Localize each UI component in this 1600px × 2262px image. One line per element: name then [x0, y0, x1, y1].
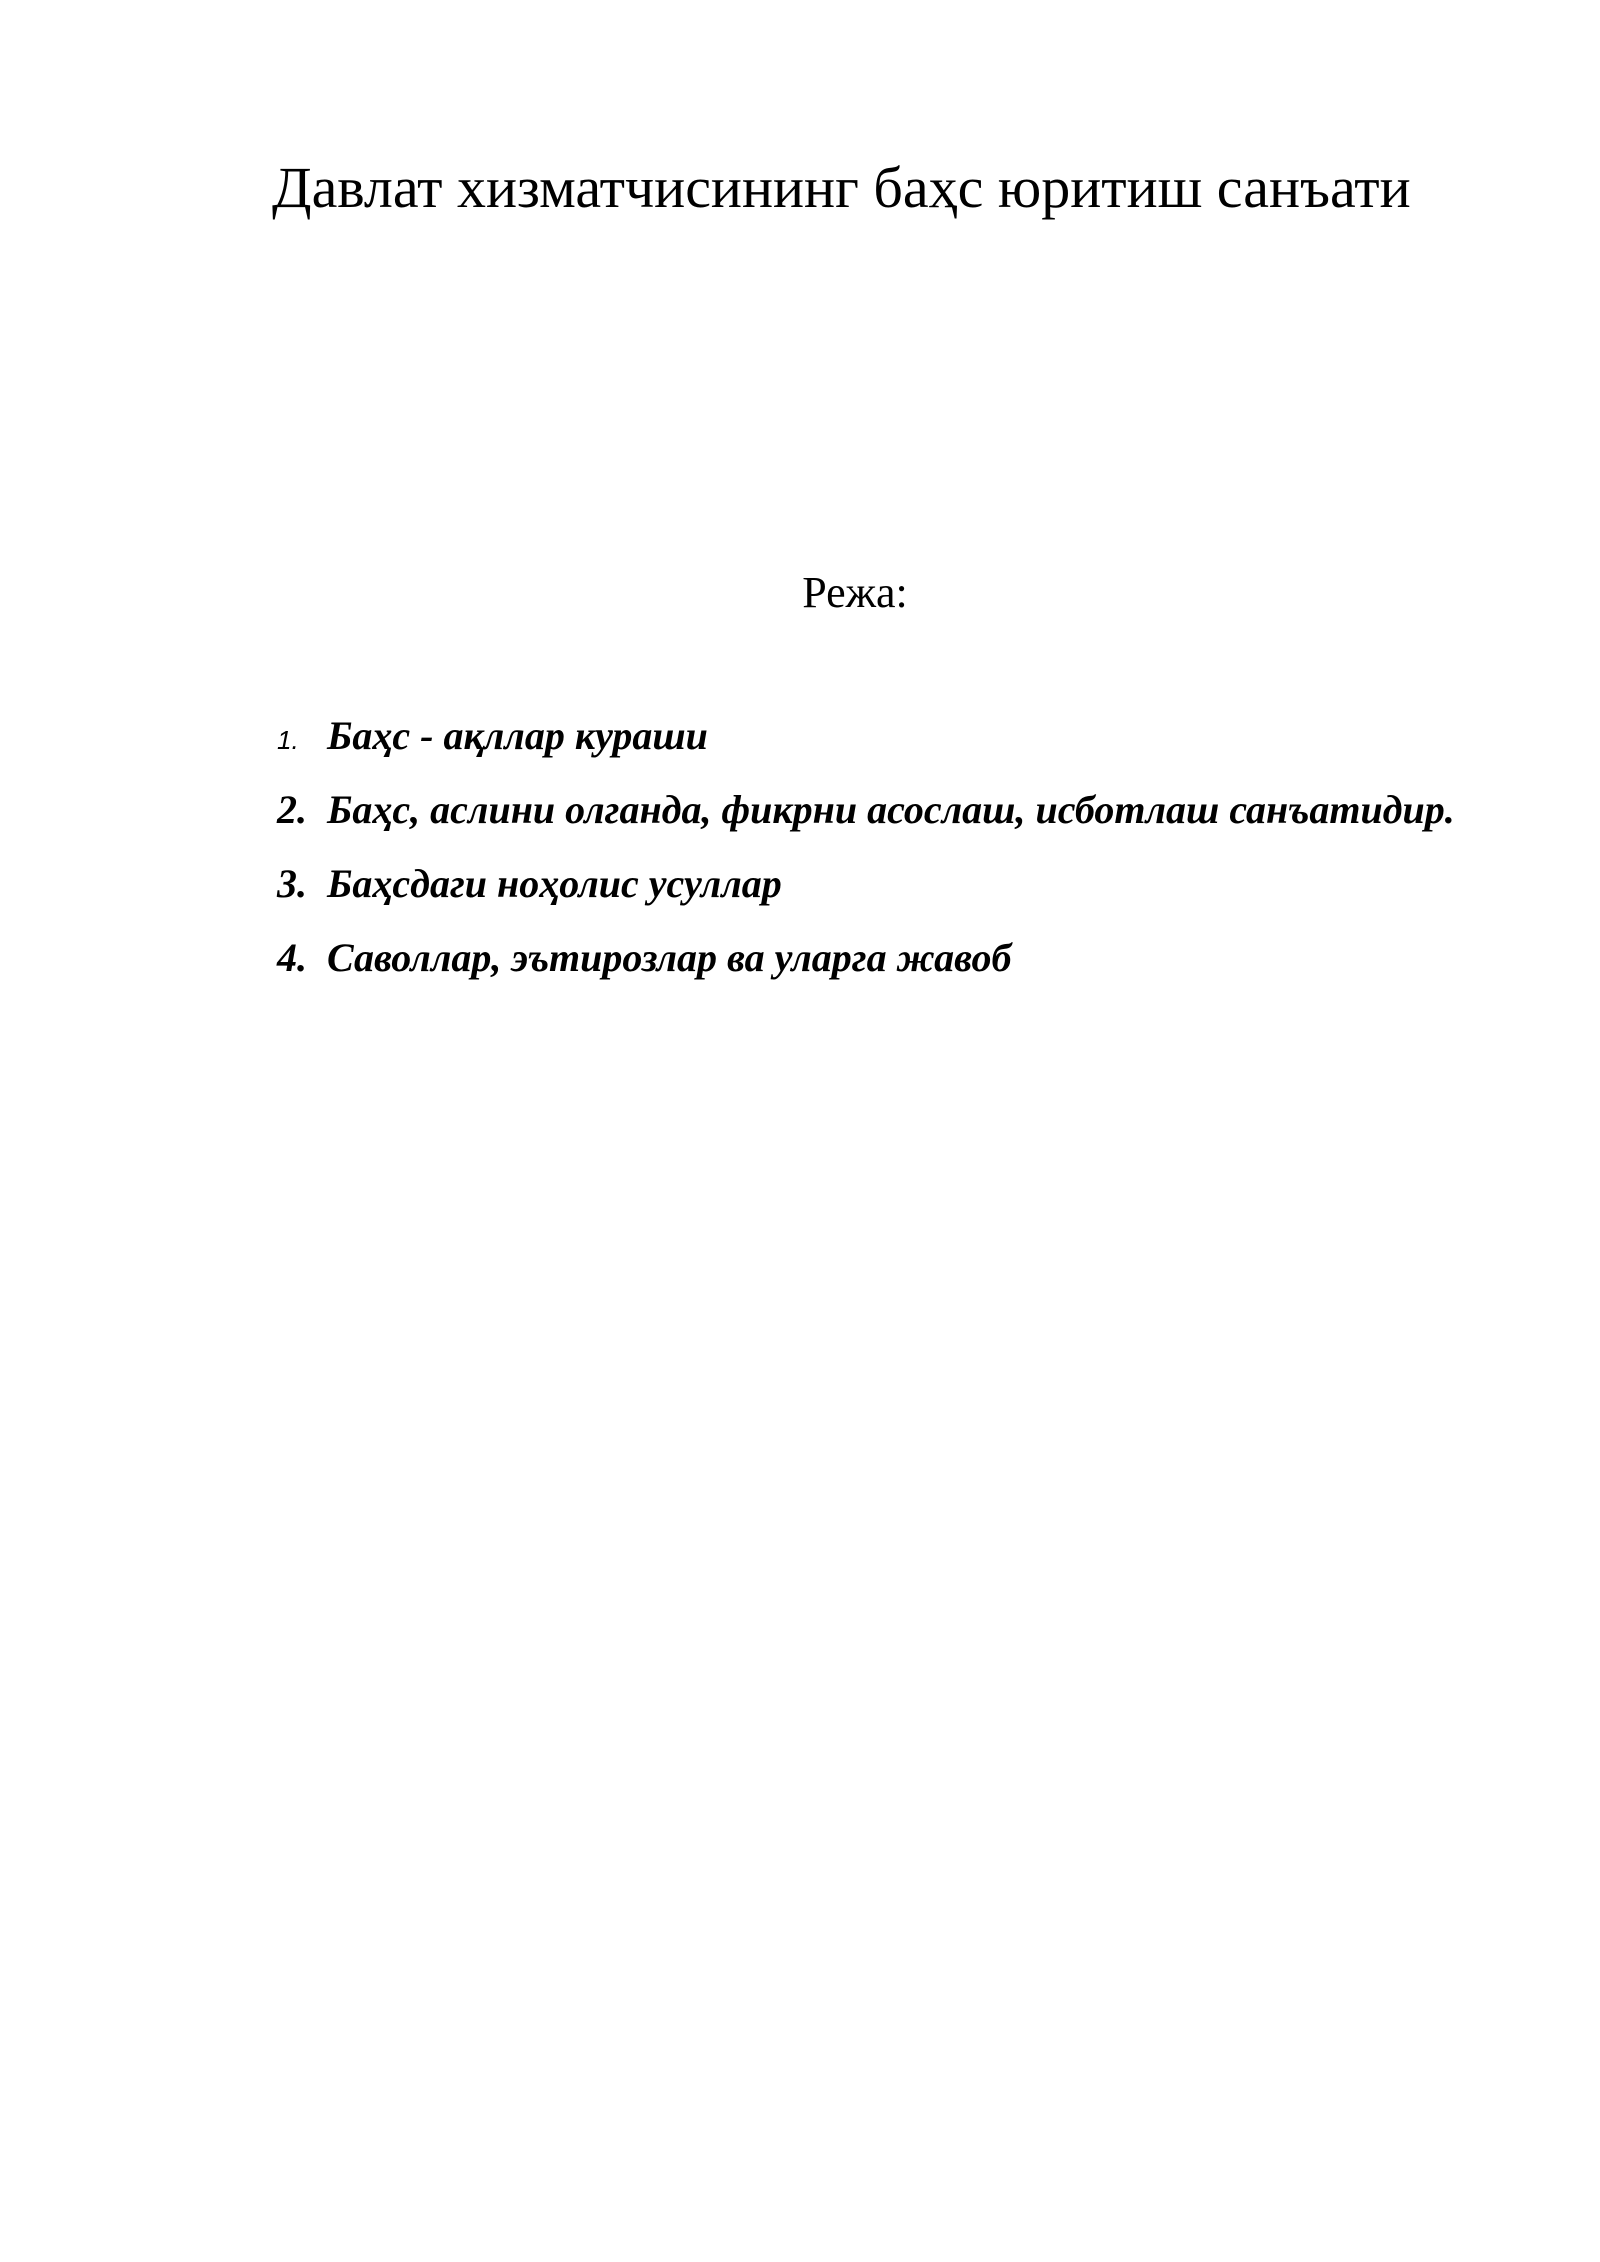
plan-item-text: Саволлар, эътирозлар ва уларга жавоб	[327, 935, 1012, 980]
plan-item-text: Баҳсдаги ноҳолис усуллар	[327, 861, 782, 906]
plan-item-number: 1.	[277, 725, 299, 755]
plan-item-number: 2.	[277, 787, 307, 832]
plan-item-text: Баҳс - ақллар кураши	[327, 713, 708, 758]
plan-item-number: 4.	[277, 935, 307, 980]
plan-item-number: 3.	[277, 861, 307, 906]
plan-item-text: Баҳс, аслини олганда, фикрни асослаш, исботлаш санъатидир.	[327, 787, 1455, 832]
plan-list	[277, 712, 1577, 1008]
document-title: Давлат хизматчисининг баҳс юритиш санъати	[272, 155, 1411, 220]
plan-item-1	[277, 712, 1577, 786]
plan-item-4	[277, 934, 1577, 1008]
plan-item-3	[277, 860, 1577, 934]
plan-item-2	[277, 786, 1577, 860]
plan-heading: Режа:	[802, 568, 908, 617]
